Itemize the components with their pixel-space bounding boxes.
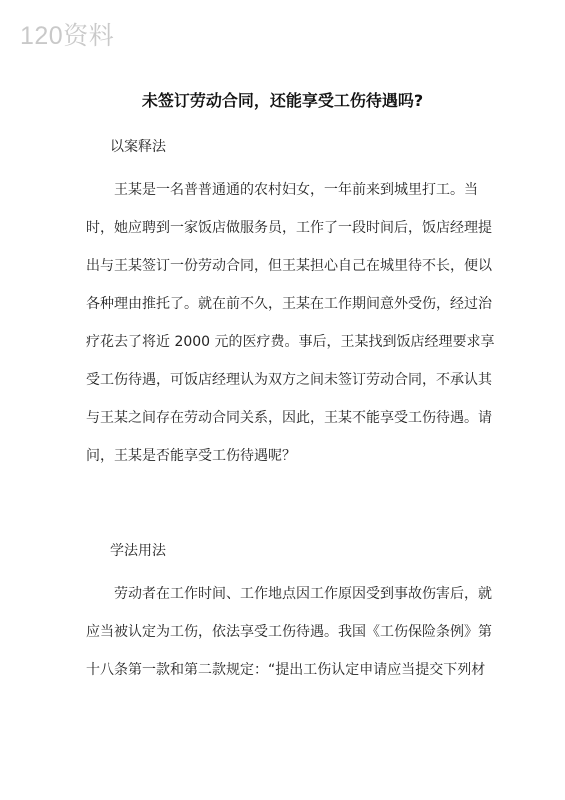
paragraph-line: 时，她应聘到一家饭店做服务员，工作了一段时间后，饭店经理提: [86, 220, 492, 236]
case-paragraph: [86, 171, 495, 475]
paragraph-line: 问，王某是否能享受工伤待遇呢？: [86, 448, 296, 464]
paragraph-line: 王某是一名普普通通的农村妇女，一年前来到城里打工。当: [114, 182, 478, 198]
paragraph-line: 出与王某签订一份劳动合同，但王某担心自己在城里待不长，便以: [86, 258, 492, 274]
paragraph-line: 与王某之间存在劳动合同关系，因此，王某不能享受工伤待遇。请: [86, 410, 492, 426]
watermark-logo: 120资料: [20, 22, 115, 50]
paragraph-line: 劳动者在工作时间、工作地点因工作原因受到事故伤害后，就: [114, 586, 492, 602]
document-title: 未签订劳动合同，还能享受工伤待遇吗?: [141, 91, 424, 110]
law-paragraph: [86, 575, 492, 689]
section-heading-case: 以案释法: [110, 139, 166, 155]
paragraph-line: 应当被认定为工伤，依法享受工伤待遇。我国《工伤保险条例》第: [86, 624, 492, 640]
paragraph-line: 各种理由推托了。就在前不久，王某在工作期间意外受伤，经过治: [86, 296, 492, 312]
paragraph-line: 受工伤待遇，可饭店经理认为双方之间未签订劳动合同，不承认其: [86, 372, 492, 388]
section-heading-law: 学法用法: [110, 543, 166, 559]
paragraph-line: 十八条第一款和第二款规定：“提出工伤认定申请应当提交下列材: [86, 662, 486, 678]
paragraph-line: 疗花去了将近 2000 元的医疗费。事后，王某找到饭店经理要求享: [86, 334, 495, 350]
